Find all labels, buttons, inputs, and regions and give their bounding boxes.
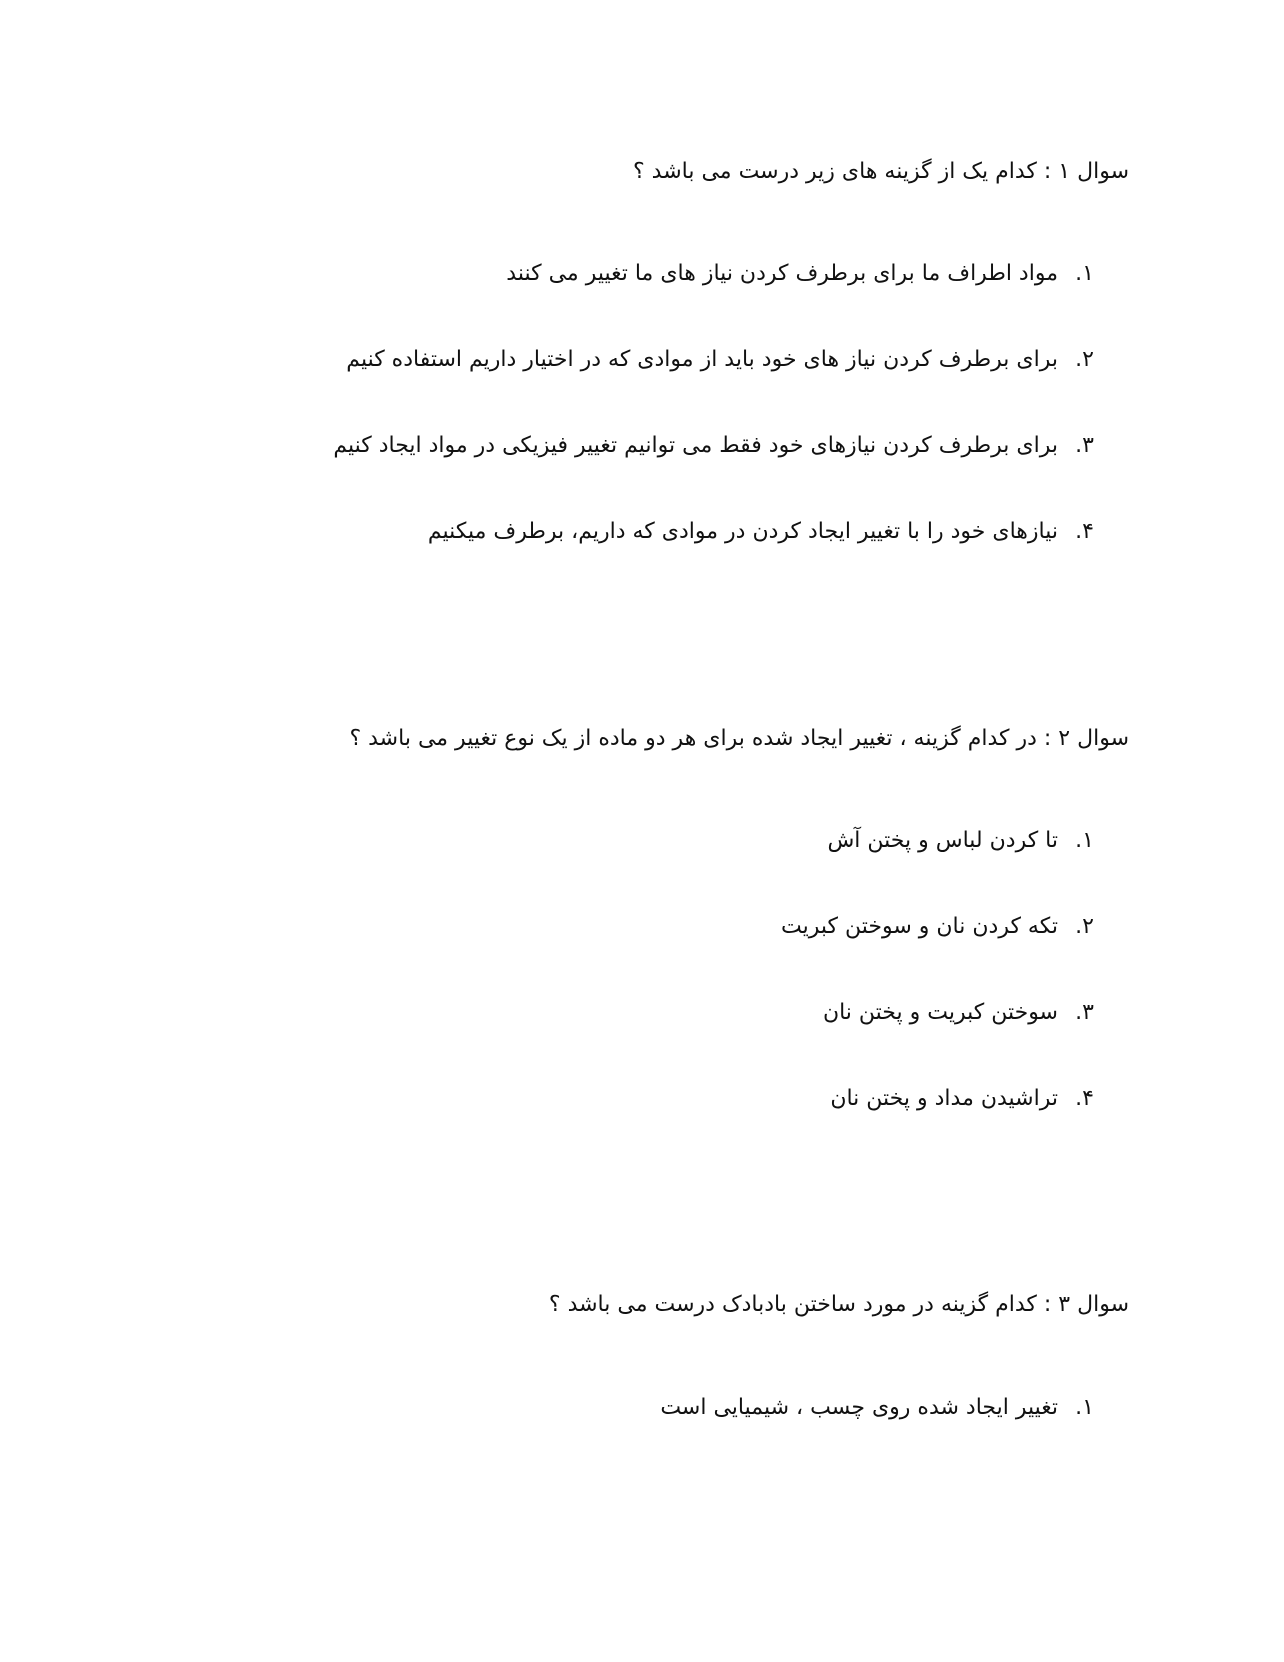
question-3-option-1 [660, 1393, 1094, 1423]
option-number: ۳. [1075, 1000, 1094, 1025]
option-number: ۱. [1075, 261, 1094, 286]
option-text: سوختن کبریت و پختن نان [822, 1000, 1058, 1025]
option-number: ۴. [1075, 1086, 1094, 1111]
question-1-option-2 [346, 345, 1094, 375]
question-2-option-2 [781, 912, 1094, 942]
option-number: ۱. [1075, 828, 1094, 853]
question-1-text: سوال ۱ : کدام یک از گزینه های زیر درست می باشد ؟ [632, 159, 1129, 184]
option-text: مواد اطراف ما برای برطرف کردن نیاز های ما تغییر می کنند [506, 261, 1058, 286]
option-text: تراشیدن مداد و پختن نان [830, 1086, 1058, 1111]
option-text: برای برطرف کردن نیاز های خود باید از موادی که در اختیار داریم استفاده کنیم [346, 347, 1058, 372]
option-text: تکه کردن نان و سوختن کبریت [781, 914, 1058, 939]
question-2-option-3 [823, 998, 1094, 1028]
question-3-text: سوال ۳ : کدام گزینه در مورد ساختن بادبادک درست می باشد ؟ [548, 1292, 1129, 1317]
option-number: ۲. [1075, 914, 1094, 939]
question-1-option-3 [333, 431, 1094, 461]
option-text: تغییر ایجاد شده روی چسب ، شیمیایی است [660, 1395, 1058, 1420]
question-1-option-1 [506, 259, 1094, 289]
option-text: برای برطرف کردن نیازهای خود فقط می توانیم تغییر فیزیکی در مواد ایجاد کنیم [333, 433, 1058, 458]
option-number: ۴. [1075, 519, 1094, 544]
question-2-text: سوال ۲ : در کدام گزینه ، تغییر ایجاد شده برای هر دو ماده از یک نوع تغییر می باشد ؟ [349, 726, 1129, 751]
option-number: ۳. [1075, 433, 1094, 458]
option-text: تا کردن لباس و پختن آش [827, 828, 1058, 853]
question-2-option-1 [827, 826, 1094, 856]
option-text: نیازهای خود را با تغییر ایجاد کردن در موادی که داریم، برطرف میکنیم [427, 519, 1058, 544]
option-number: ۱. [1075, 1395, 1094, 1420]
question-1-option-4 [428, 517, 1094, 547]
option-number: ۲. [1075, 347, 1094, 372]
question-2-option-4 [830, 1084, 1094, 1114]
